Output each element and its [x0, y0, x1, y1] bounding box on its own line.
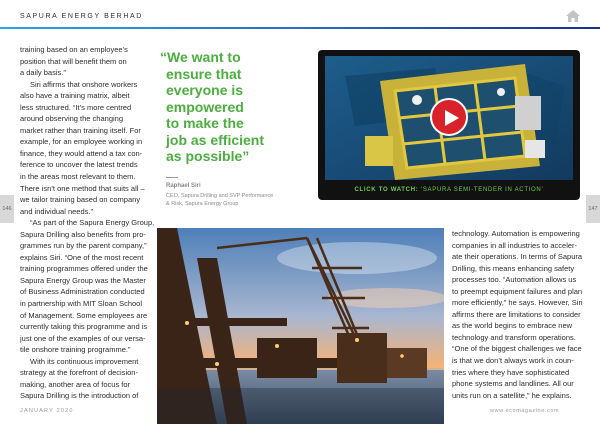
- body-text-line: training programmes offered under the: [20, 264, 148, 274]
- body-text-line: of Management. Some employees are: [20, 310, 148, 320]
- body-text-line: affirms there are limitations to consider: [452, 309, 581, 319]
- body-text-line: and individual needs.”: [20, 206, 93, 216]
- home-icon[interactable]: [565, 9, 581, 23]
- body-text-line: as the world begins to embrace new: [452, 321, 573, 331]
- body-text-line: a daily basis.”: [20, 68, 66, 78]
- footer-issue-date: JANUARY 2020: [20, 408, 74, 414]
- pull-quote: [160, 49, 310, 165]
- body-text-line: making, another area of focus for: [20, 379, 131, 389]
- attribution-divider: [166, 177, 178, 178]
- body-text-line: more efficiently,” he says. However, Siri: [452, 298, 583, 308]
- body-text-line: strategy at the forefront of decision-: [20, 368, 138, 378]
- body-text-line: ate their operations. In terms of Sapura: [452, 252, 583, 262]
- body-text-line: “One of the biggest challenges we face: [452, 344, 582, 354]
- body-text-line: Sapura Energy Group was the Master: [20, 275, 146, 285]
- offshore-rig-photo: [157, 228, 444, 424]
- pull-quote-line: as possible”: [166, 148, 250, 164]
- body-text-line: processes too. “Automation allows us: [452, 275, 577, 285]
- pull-quote-line: job as efficient: [166, 131, 265, 148]
- article-column-left: [20, 44, 155, 402]
- body-text-line: tile onshore training programme.”: [20, 345, 131, 355]
- body-text-line: around observing the changing: [20, 114, 123, 124]
- body-text-line: phone systems and landlines. All our: [452, 379, 574, 389]
- header-divider: [0, 27, 600, 29]
- body-text-line: There isn’t one method that suits all –: [20, 183, 145, 193]
- pull-quote-line: everyone is: [166, 82, 244, 98]
- attribution-role-line: & Risk, Sapura Energy Group: [166, 201, 239, 207]
- article-column-right: [452, 228, 582, 401]
- body-text-line: currently taking this programme and is: [20, 322, 148, 332]
- body-text-line: to preempt equipment failures and plan: [452, 286, 583, 296]
- body-text-line: technology. Automation is empowering: [452, 229, 580, 238]
- body-text-line: units run on a satellite,” he explains.: [452, 390, 572, 400]
- pull-quote-line: “We want to: [160, 49, 241, 65]
- magazine-section-title: SAPURA ENERGY BERHAD: [20, 13, 143, 20]
- pull-quote-line: to make the: [166, 115, 244, 131]
- body-text-line: finance, they would attend a tax con-: [20, 148, 143, 158]
- body-text-line: also have a training matrix, albeit: [20, 91, 130, 101]
- footer-website[interactable]: www.ecomagazine.com: [490, 408, 560, 414]
- attribution-role: [166, 192, 316, 208]
- body-text-line: With its continuous improvement: [30, 356, 139, 366]
- body-text-line: we tailor training based on company: [20, 195, 141, 205]
- body-text-line: in the areas most relevant to them.: [20, 172, 136, 182]
- page-number-left[interactable]: 146: [0, 195, 14, 223]
- body-text-line: market rather than training itself. For: [20, 125, 141, 135]
- body-text-line: Sapura Drilling also benefits from pro-: [20, 229, 146, 239]
- page-number-right[interactable]: 147: [586, 195, 600, 223]
- body-text-line: in partnership with MIT Sloan School: [20, 299, 143, 309]
- pull-quote-line: empowered: [166, 98, 244, 115]
- body-text-line: grammes run by the parent company,”: [20, 241, 147, 251]
- body-text-line: “As part of the Sapura Energy Group,: [30, 218, 155, 228]
- play-icon: [444, 109, 460, 127]
- body-text-line: of Business Administration conducted: [20, 287, 145, 297]
- body-text-line: example, for an employee working in: [20, 137, 143, 147]
- body-text-line: explains Siri. “One of the most recent: [20, 252, 144, 262]
- attribution-name: Raphael Siri: [166, 183, 201, 189]
- video-caption-cta: CLICK TO WATCH:: [354, 187, 419, 193]
- body-text-line: position that will benefit them on: [20, 56, 127, 66]
- body-text-line: less structured. “It’s more centred: [20, 102, 132, 112]
- pull-quote-line: ensure that: [166, 65, 242, 82]
- body-text-line: Drilling, this means enhancing safety: [452, 263, 575, 273]
- body-text-line: Siri affirms that onshore workers: [30, 79, 138, 89]
- play-button[interactable]: [430, 98, 468, 136]
- body-text-line: training based on an employee’s: [20, 45, 128, 54]
- body-text-line: companies in all industries to acceler-: [452, 240, 578, 250]
- body-text-line: technology and transform operations.: [452, 332, 576, 342]
- attribution-role-line: CEO, Sapura Drilling and SVP Performance: [166, 193, 274, 199]
- body-text-line: ference to uncover the latest trends: [20, 160, 138, 170]
- body-text-line: tries where they have sophisticated: [452, 367, 570, 377]
- video-caption-title: ‘SAPURA SEMI-TENDER IN ACTION’: [420, 187, 544, 193]
- body-text-line: Sapura Drilling is the introduction of: [20, 391, 139, 401]
- video-caption[interactable]: [325, 187, 573, 193]
- body-text-line: just one of the examples of our versa-: [20, 333, 146, 343]
- body-text-line: is that we don’t always work in coun-: [452, 356, 574, 366]
